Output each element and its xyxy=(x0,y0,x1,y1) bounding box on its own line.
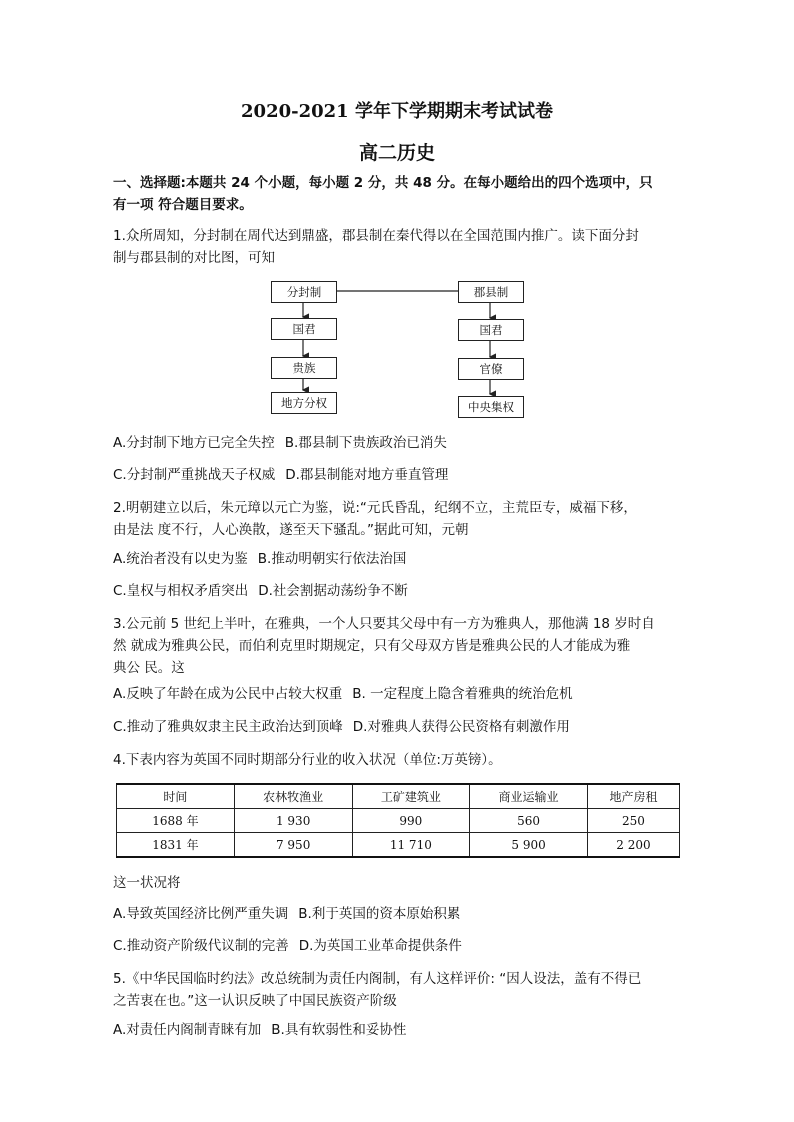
box-central-power: 中央集权 xyxy=(458,396,524,418)
table-header: 农林牧渔业 xyxy=(234,784,352,809)
table-cell: 1831 年 xyxy=(117,833,235,858)
box-local-power: 地方分权 xyxy=(271,392,337,414)
table-cell: 5 900 xyxy=(470,833,588,858)
box-junxian: 郡县制 xyxy=(458,281,524,303)
question-4-options-row1 xyxy=(113,903,460,925)
table-header: 工矿建筑业 xyxy=(352,784,470,809)
box-left-monarch: 国君 xyxy=(271,318,337,340)
option-a[interactable]: A.对责任内阁制青睐有加 xyxy=(113,1022,262,1038)
stem-line: 2.明朝建立以后，朱元璋以元亡为鉴，说:“元氏昏乱，纪纲不立，主荒臣专，威福下移， xyxy=(113,500,637,516)
option-b[interactable]: B.利于英国的资本原始积累 xyxy=(298,906,461,922)
option-c[interactable]: C.分封制严重挑战天子权威 xyxy=(113,467,276,483)
option-b[interactable]: B. 一定程度上隐含着雅典的统治危机 xyxy=(352,686,573,702)
option-a[interactable]: A.分封制下地方已完全失控 xyxy=(113,435,275,451)
question-4-options-row2 xyxy=(113,935,462,957)
table-cell: 7 950 xyxy=(234,833,352,858)
question-2-stem xyxy=(113,497,693,541)
table-cell: 250 xyxy=(587,809,679,833)
stem-line: 制与郡县制的对比图，可知 xyxy=(113,250,275,266)
table-header-row xyxy=(117,784,680,809)
table-cell: 1 930 xyxy=(234,809,352,833)
question-3-options-row2 xyxy=(113,716,570,738)
table-cell: 2 200 xyxy=(587,833,679,858)
income-table xyxy=(116,783,680,858)
stem-line: 3.公元前 5 世纪上半叶，在雅典，一个人只要其父母中有一方为雅典人，那他满 18 岁时自 xyxy=(113,616,655,632)
question-4-stem xyxy=(113,749,693,771)
question-4-followup: 这一状况将 xyxy=(113,875,181,891)
stem-line: 之苦衷在也。”这一认识反映了中国民族资产阶级 xyxy=(113,993,397,1009)
section-heading-line: 有一项 符合题目要求。 xyxy=(113,197,253,213)
option-b[interactable]: B.郡县制下贵族政治已消失 xyxy=(284,435,447,451)
stem-line: 1.众所周知，分封制在周代达到鼎盛，郡县制在秦代得以在全国范围内推广。读下面分封 xyxy=(113,228,639,244)
table-cell: 11 710 xyxy=(352,833,470,858)
stem-line: 然 就成为雅典公民，而伯利克里时期规定，只有父母双方皆是雅典公民的人才能成为雅 xyxy=(113,638,631,654)
option-d[interactable]: D.为英国工业革命提供条件 xyxy=(298,938,462,954)
question-1-options-row1 xyxy=(113,432,447,454)
question-1-stem xyxy=(113,225,693,269)
table-header: 地产房租 xyxy=(587,784,679,809)
option-b[interactable]: B.推动明朝实行依法治国 xyxy=(257,551,407,567)
option-d[interactable]: D.社会割据动荡纷争不断 xyxy=(258,583,408,599)
option-c[interactable]: C.推动了雅典奴隶主民主政治达到顶峰 xyxy=(113,719,343,735)
section-heading-line: 一、选择题:本题共 24 个小题，每小题 2 分，共 48 分。在每小题给出的四个选项中，只 xyxy=(113,175,653,191)
stem-line: 典公 民。这 xyxy=(113,660,185,676)
question-5-options-row1 xyxy=(113,1019,406,1041)
question-2-options-row2 xyxy=(113,580,408,602)
feudal-vs-county-diagram xyxy=(268,278,528,423)
option-d[interactable]: D.郡县制能对地方垂直管理 xyxy=(285,467,449,483)
option-c[interactable]: C.皇权与相权矛盾突出 xyxy=(113,583,249,599)
question-3-options-row1 xyxy=(113,683,573,705)
table-cell: 560 xyxy=(470,809,588,833)
option-b[interactable]: B.具有软弱性和妥协性 xyxy=(271,1022,407,1038)
exam-title: 2020-2021 学年下学期期末考试试卷 xyxy=(241,101,553,122)
table-row xyxy=(117,833,680,858)
option-a[interactable]: A.导致英国经济比例严重失调 xyxy=(113,906,289,922)
option-c[interactable]: C.推动资产阶级代议制的完善 xyxy=(113,938,289,954)
stem-line: 由是法 度不行，人心涣散，遂至天下骚乱。”据此可知，元朝 xyxy=(113,522,469,538)
box-nobility: 贵族 xyxy=(271,357,337,379)
question-3-stem xyxy=(113,613,693,679)
stem-line: 5.《中华民国临时约法》改总统制为责任内阁制，有人这样评价: “因人设法，盖有不得已 xyxy=(113,971,642,987)
question-2-options-row1 xyxy=(113,548,406,570)
option-a[interactable]: A.反映了年龄在成为公民中占较大权重 xyxy=(113,686,343,702)
table-header: 时间 xyxy=(117,784,235,809)
table-cell: 990 xyxy=(352,809,470,833)
table-cell: 1688 年 xyxy=(117,809,235,833)
table-row xyxy=(117,809,680,833)
exam-subject: 高二历史 xyxy=(358,142,435,164)
option-d[interactable]: D.对雅典人获得公民资格有刺激作用 xyxy=(352,719,570,735)
option-a[interactable]: A.统治者没有以史为鉴 xyxy=(113,551,248,567)
question-5-stem xyxy=(113,968,693,1012)
table-header: 商业运输业 xyxy=(470,784,588,809)
box-officials: 官僚 xyxy=(458,358,524,380)
box-right-monarch: 国君 xyxy=(458,319,524,341)
stem-line: 4.下表内容为英国不同时期部分行业的收入状况（单位:万英镑）。 xyxy=(113,752,502,768)
question-1-options-row2 xyxy=(113,464,448,486)
box-fengjian: 分封制 xyxy=(271,281,337,303)
section-heading xyxy=(113,172,693,216)
